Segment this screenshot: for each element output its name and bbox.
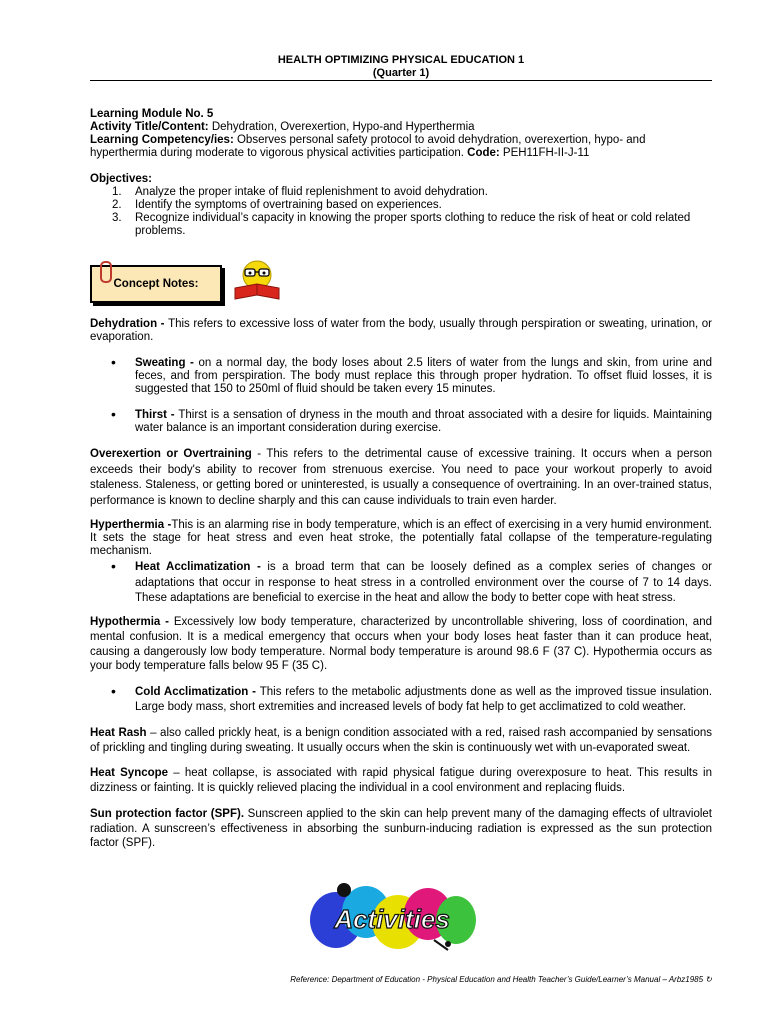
hypothermia-paragraph: Hypothermia - Excessively low body temperature, characterized by uncontrollable shivering, loss of coordination, and mental confusion. It is a medical emergency that occurs when your body loses heat faster than it can produce heat, causing a dangerously low body temperature. Normal body temperature is around 98.6 F (37 C). Hypothermia occurs as your body temperature falls below 95 F (35 C). — [90, 616, 712, 673]
footer-reference: Reference: Department of Education - Physical Education and Health Teacher’s Guide/Learner’s Manual – Arbz1985 ↻ — [290, 975, 712, 984]
bullet-icon: • — [111, 354, 116, 370]
document-title: HEALTH OPTIMIZING PHYSICAL EDUCATION 1 — [277, 54, 525, 66]
thirst-bullet: • Thirst - Thirst is a sensation of dryness in the mouth and throat associated with a desire for liquids. Maintaining water balance is an important consideration during exercise. — [111, 406, 712, 434]
heat-acclimatization-bullet: • Heat Acclimatization - is a broad term that can be loosely defined as a complex series of changes or adaptations that occur in response to heat stress in a controlled environment over the course of 7 to 14 days. These adaptations are beneficial to exercise in the heat and allow the body to better cope with heat stress. — [111, 558, 712, 604]
bullet-icon: • — [111, 558, 116, 574]
code-label: Code: — [463, 147, 500, 159]
competency-line — [90, 134, 712, 160]
concept-notes-label: Concept Notes: — [113, 278, 199, 290]
concept-notes-box — [90, 265, 222, 303]
activities-logo-text: Activities — [334, 904, 450, 934]
bullet-icon: • — [111, 683, 116, 699]
dehydration-paragraph: Dehydration - This refers to excessive loss of water from the body, usually through perspiration or sweating, urination, or evaporation. — [90, 318, 713, 343]
header-divider — [90, 80, 712, 81]
activity-label: Activity Title/Content: — [90, 121, 209, 133]
sweating-bullet: • Sweating - on a normal day, the body loses about 2.5 liters of water from the lungs and skin, from urine and feces, and from perspiration. The body must replace this through proper hydration. To offset fluid losses, it is suggested that 150 to 250ml of fluid should be taken every 15 minutes. — [111, 354, 713, 395]
module-info — [90, 108, 712, 160]
module-number: Learning Module No. 5 — [90, 108, 214, 120]
spf-paragraph: Sun protection factor (SPF). Sunscreen applied to the skin can help prevent many of the damaging effects of ultraviolet radiation. A sunscreen’s effectiveness in absorbing the sunburn-inducing radiation is expressed as the sun protection factor (SPF). — [90, 808, 712, 849]
hyperthermia-paragraph: Hyperthermia -This is an alarming rise in body temperature, which is an effect of exercising in a very humid environment. It sets the stage for heat stress and even heat stroke, the potentially fatal collapse of the temperature-regulating mechanism. — [90, 519, 712, 557]
objective-item: 2. Identify the symptoms of overtraining based on experiences. — [112, 199, 442, 211]
heat-syncope-paragraph: Heat Syncope – heat collapse, is associated with rapid physical fatigue during overexposure to heat. This results in dizziness or fainting. It is quickly relieved placing the individual in a cool environment and replacing fluids. — [90, 767, 712, 794]
objective-item: 3. Recognize individual’s capacity in knowing the proper sports clothing to reduce the risk of heat or cold related problems. — [112, 212, 691, 237]
reading-emoji-icon — [233, 258, 281, 300]
activity-title-line — [90, 121, 712, 134]
competency-label: Learning Competency/ies: — [90, 134, 234, 146]
activity-value: Dehydration, Overexertion, Hypo-and Hyperthermia — [208, 121, 475, 133]
refresh-icon: ↻ — [705, 975, 712, 984]
objective-item: 1. Analyze the proper intake of fluid replenishment to avoid dehydration. — [112, 186, 488, 198]
objectives-heading: Objectives: — [90, 173, 152, 185]
code-value: PEH11FH-II-J-11 — [499, 147, 590, 159]
cold-acclimatization-bullet: • Cold Acclimatization - This refers to the metabolic adjustments done as well as the improved tissue insulation. Large body mass, short extremities and increased levels of body fat help to get acclimatized to cold weather. — [111, 683, 713, 713]
bullet-icon: • — [111, 406, 116, 422]
competency-value: Observes personal safety protocol to avoid dehydration, overexertion, hypo- and hyperthermia during moderate to vigorous physical activities participation. — [90, 134, 646, 159]
objectives-list — [90, 186, 712, 238]
heat-rash-paragraph: Heat Rash – also called prickly heat, is a benign condition associated with a red, raised rash accompanied by sensations of prickling and tingling during sweating. It usually occurs when the skin is continuously wet with un-evaporated sweat. — [90, 727, 712, 754]
overexertion-paragraph: Overexertion or Overtraining - This refers to the detrimental cause of excessive training. It occurs when a person exceeds their body's ability to recover from strenuous exercise. You need to pace your workout properly to avoid staleness. Staleness, or getting bored or uninterested, is usually a consequence of overtraining. In an over-trained status, performance is known to decline sharply and this can cause individuals to train even harder. — [90, 448, 712, 507]
paperclip-icon — [100, 261, 112, 283]
document-quarter: (Quarter 1) — [372, 67, 430, 79]
document-header — [90, 54, 712, 80]
activities-splash-icon — [306, 878, 478, 956]
